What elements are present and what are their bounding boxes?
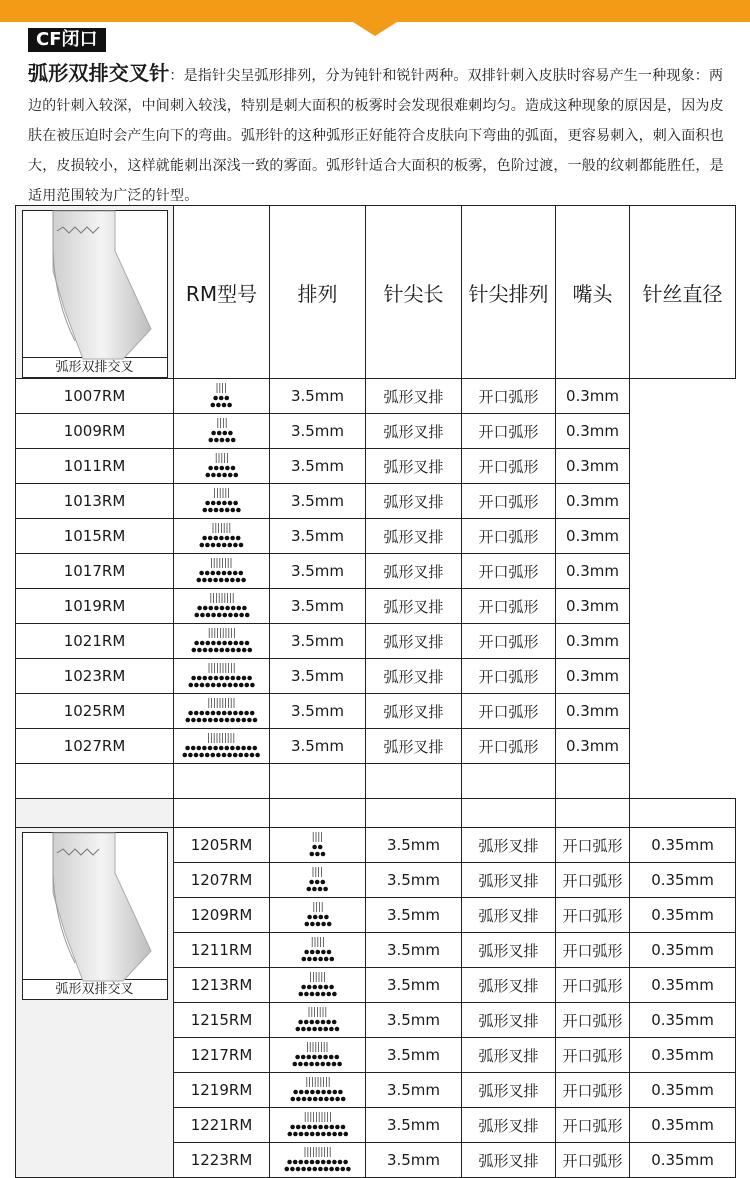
table-row	[16, 379, 736, 414]
table-row	[16, 624, 736, 659]
needle-layout-icon	[284, 1110, 352, 1140]
layout-cell	[270, 863, 366, 898]
separator-cell	[16, 799, 174, 828]
diameter-cell: 0.3mm	[556, 729, 630, 764]
needle-layout-icon	[303, 865, 331, 895]
tip-length-cell: 3.5mm	[366, 1108, 462, 1143]
tip-length-cell: 3.5mm	[366, 1003, 462, 1038]
layout-cell	[174, 414, 270, 449]
nozzle-cell: 开口弧形	[462, 659, 556, 694]
needle-layout-icon	[193, 556, 249, 586]
intro-title: 弧形双排交叉针	[28, 61, 170, 85]
table-row	[16, 484, 736, 519]
needle-layout-icon	[185, 661, 258, 691]
model-cell: 1007RM	[16, 379, 174, 414]
model-cell: 1209RM	[174, 898, 270, 933]
tip-length-cell: 3.5mm	[366, 1073, 462, 1108]
needle-layout-icon	[295, 970, 340, 1000]
model-cell: 1021RM	[16, 624, 174, 659]
layout-cell	[174, 379, 270, 414]
needle-cartridge-image	[22, 832, 168, 980]
layout-cell	[174, 484, 270, 519]
category-badge: CF闭口	[28, 28, 106, 52]
model-cell: 1215RM	[174, 1003, 270, 1038]
diameter-cell: 0.35mm	[630, 933, 736, 968]
needle-layout-icon	[207, 381, 235, 411]
tip-arrangement-cell: 弧形叉排	[462, 1073, 556, 1108]
model-cell: 1017RM	[16, 554, 174, 589]
model-cell: 1211RM	[174, 933, 270, 968]
needle-layout-icon	[199, 486, 244, 516]
layout-cell	[270, 1143, 366, 1178]
tip-arrangement-cell: 弧形叉排	[366, 694, 462, 729]
table-header-row	[16, 206, 736, 379]
tip-arrangement-cell: 弧形叉排	[366, 519, 462, 554]
nozzle-cell: 开口弧形	[462, 694, 556, 729]
tip-length-cell: 3.5mm	[270, 484, 366, 519]
layout-cell	[270, 1038, 366, 1073]
model-cell: 1221RM	[174, 1108, 270, 1143]
col-header-tip-length: 针尖长	[366, 206, 462, 379]
tip-arrangement-cell: 弧形叉排	[462, 863, 556, 898]
nozzle-cell: 开口弧形	[462, 379, 556, 414]
nozzle-cell: 开口弧形	[462, 414, 556, 449]
needle-layout-icon	[188, 626, 256, 656]
needle-cartridge-image	[22, 210, 168, 358]
tip-arrangement-cell: 弧形叉排	[462, 1143, 556, 1178]
tip-length-cell: 3.5mm	[270, 449, 366, 484]
nozzle-cell: 开口弧形	[556, 1108, 630, 1143]
tip-arrangement-cell: 弧形叉排	[462, 1108, 556, 1143]
needle-layout-icon	[298, 935, 338, 965]
model-cell: 1015RM	[16, 519, 174, 554]
tip-length-cell: 3.5mm	[270, 624, 366, 659]
nozzle-cell: 开口弧形	[556, 1038, 630, 1073]
diameter-cell: 0.35mm	[630, 1003, 736, 1038]
model-cell: 1217RM	[174, 1038, 270, 1073]
tip-length-cell: 3.5mm	[366, 1038, 462, 1073]
nozzle-cell: 开口弧形	[556, 1073, 630, 1108]
needle-layout-icon	[202, 451, 242, 481]
diameter-cell: 0.35mm	[630, 898, 736, 933]
col-header-model: RM型号	[174, 206, 270, 379]
diameter-cell: 0.35mm	[630, 1073, 736, 1108]
image-caption: 弧形双排交叉	[22, 980, 168, 1000]
needle-layout-icon	[281, 1145, 354, 1175]
tip-length-cell: 3.5mm	[270, 589, 366, 624]
needle-layout-icon	[289, 1040, 345, 1070]
model-cell: 1011RM	[16, 449, 174, 484]
tip-arrangement-cell: 弧形叉排	[462, 828, 556, 863]
diameter-cell: 0.3mm	[556, 449, 630, 484]
model-cell: 1009RM	[16, 414, 174, 449]
product-image-cell-1	[16, 206, 174, 379]
diameter-cell: 0.35mm	[630, 1143, 736, 1178]
layout-cell	[270, 1108, 366, 1143]
diameter-cell: 0.3mm	[556, 694, 630, 729]
model-cell: 1023RM	[16, 659, 174, 694]
intro-paragraph	[28, 58, 728, 211]
diameter-cell: 0.3mm	[556, 624, 630, 659]
nozzle-cell: 开口弧形	[462, 554, 556, 589]
tip-arrangement-cell: 弧形叉排	[366, 484, 462, 519]
tip-length-cell: 3.5mm	[270, 554, 366, 589]
nozzle-cell: 开口弧形	[556, 863, 630, 898]
table-row	[16, 554, 736, 589]
layout-cell	[270, 933, 366, 968]
needle-layout-icon	[292, 1005, 343, 1035]
needle-layout-icon	[287, 1075, 349, 1105]
top-accent-bar	[0, 0, 750, 22]
model-cell: 1027RM	[16, 729, 174, 764]
tip-length-cell: 3.5mm	[366, 828, 462, 863]
needle-layout-icon	[182, 696, 261, 726]
model-cell: 1223RM	[174, 1143, 270, 1178]
layout-cell	[174, 449, 270, 484]
tip-arrangement-cell: 弧形叉排	[366, 554, 462, 589]
col-header-layout: 排列	[270, 206, 366, 379]
tip-length-cell: 3.5mm	[366, 968, 462, 1003]
diameter-cell: 0.35mm	[630, 828, 736, 863]
layout-cell	[270, 1003, 366, 1038]
tip-arrangement-cell: 弧形叉排	[462, 968, 556, 1003]
needle-layout-icon	[301, 900, 335, 930]
diameter-cell: 0.3mm	[556, 379, 630, 414]
needle-layout-icon	[306, 830, 329, 860]
table-row	[16, 414, 736, 449]
layout-cell	[174, 624, 270, 659]
model-cell: 1205RM	[174, 828, 270, 863]
needle-layout-icon	[179, 731, 263, 761]
nozzle-cell: 开口弧形	[556, 933, 630, 968]
diameter-cell: 0.35mm	[630, 863, 736, 898]
layout-cell	[270, 1073, 366, 1108]
product-image-cell-2	[16, 828, 174, 1178]
table-row	[16, 694, 736, 729]
model-cell: 1213RM	[174, 968, 270, 1003]
blank-row	[16, 764, 736, 799]
diameter-cell: 0.3mm	[556, 484, 630, 519]
diameter-cell: 0.3mm	[556, 554, 630, 589]
nozzle-cell: 开口弧形	[556, 968, 630, 1003]
tip-arrangement-cell: 弧形叉排	[366, 659, 462, 694]
model-cell: 1219RM	[174, 1073, 270, 1108]
model-cell: 1207RM	[174, 863, 270, 898]
layout-cell	[270, 898, 366, 933]
needle-layout-icon	[205, 416, 239, 446]
top-accent-notch	[353, 22, 397, 36]
tip-arrangement-cell: 弧形叉排	[366, 589, 462, 624]
nozzle-cell: 开口弧形	[462, 624, 556, 659]
nozzle-cell: 开口弧形	[556, 1003, 630, 1038]
tip-arrangement-cell: 弧形叉排	[366, 379, 462, 414]
model-cell: 1013RM	[16, 484, 174, 519]
needle-layout-icon	[191, 591, 253, 621]
diameter-cell: 0.3mm	[556, 519, 630, 554]
nozzle-cell: 开口弧形	[556, 1143, 630, 1178]
diameter-cell: 0.3mm	[556, 659, 630, 694]
nozzle-cell: 开口弧形	[462, 519, 556, 554]
tip-length-cell: 3.5mm	[366, 1143, 462, 1178]
table-row	[16, 729, 736, 764]
layout-cell	[174, 694, 270, 729]
tip-length-cell: 3.5mm	[366, 933, 462, 968]
layout-cell	[174, 519, 270, 554]
separator-row	[16, 799, 736, 828]
layout-cell	[174, 589, 270, 624]
layout-cell	[174, 659, 270, 694]
nozzle-cell: 开口弧形	[462, 484, 556, 519]
layout-cell	[270, 968, 366, 1003]
diameter-cell: 0.3mm	[556, 589, 630, 624]
nozzle-cell: 开口弧形	[556, 898, 630, 933]
spec-table-wrapper	[15, 205, 735, 1178]
tip-length-cell: 3.5mm	[270, 729, 366, 764]
tip-arrangement-cell: 弧形叉排	[366, 449, 462, 484]
tip-length-cell: 3.5mm	[366, 898, 462, 933]
tip-length-cell: 3.5mm	[366, 863, 462, 898]
tip-length-cell: 3.5mm	[270, 519, 366, 554]
tip-arrangement-cell: 弧形叉排	[462, 1003, 556, 1038]
table-row	[16, 589, 736, 624]
tip-length-cell: 3.5mm	[270, 694, 366, 729]
layout-cell	[270, 828, 366, 863]
needle-layout-icon	[196, 521, 247, 551]
intro-text: ：是指针尖呈弧形排列，分为钝针和锐针两种。双排针刺入皮肤时容易产生一种现象：两边的针刺入较深，中间刺入较浅，特别是刺大面积的板雾时会发现很难刺均匀。造成这种现象的原因是，因为皮肤在被压迫时会产生向下的弯曲。弧形针的这种弧形正好能符合皮肤向下弯曲的弧面，更容易刺入，刺入面积也大，皮损较小，这样就能刺出深浅一致的雾面。弧形针适合大面积的板雾，色阶过渡，一般的纹刺都能胜任，是适用范围较为广泛的针型。	[28, 68, 724, 204]
diameter-cell: 0.35mm	[630, 1108, 736, 1143]
model-cell: 1019RM	[16, 589, 174, 624]
nozzle-cell: 开口弧形	[462, 729, 556, 764]
layout-cell	[174, 729, 270, 764]
col-header-nozzle: 嘴头	[556, 206, 630, 379]
table-row	[16, 828, 736, 863]
diameter-cell: 0.35mm	[630, 968, 736, 1003]
col-header-diameter: 针丝直径	[630, 206, 736, 379]
model-cell: 1025RM	[16, 694, 174, 729]
table-row	[16, 449, 736, 484]
tip-arrangement-cell: 弧形叉排	[462, 898, 556, 933]
tip-length-cell: 3.5mm	[270, 659, 366, 694]
tip-arrangement-cell: 弧形叉排	[462, 933, 556, 968]
col-header-tip-arrangement: 针尖排列	[462, 206, 556, 379]
table-row	[16, 519, 736, 554]
nozzle-cell: 开口弧形	[462, 449, 556, 484]
nozzle-cell: 开口弧形	[462, 589, 556, 624]
image-caption: 弧形双排交叉	[22, 358, 168, 378]
tip-arrangement-cell: 弧形叉排	[462, 1038, 556, 1073]
diameter-cell: 0.3mm	[556, 414, 630, 449]
diameter-cell: 0.35mm	[630, 1038, 736, 1073]
tip-length-cell: 3.5mm	[270, 414, 366, 449]
tip-arrangement-cell: 弧形叉排	[366, 414, 462, 449]
nozzle-cell: 开口弧形	[556, 828, 630, 863]
layout-cell	[174, 554, 270, 589]
tip-arrangement-cell: 弧形叉排	[366, 624, 462, 659]
table-row	[16, 659, 736, 694]
tip-arrangement-cell: 弧形叉排	[366, 729, 462, 764]
tip-length-cell: 3.5mm	[270, 379, 366, 414]
spec-table	[15, 205, 736, 1178]
